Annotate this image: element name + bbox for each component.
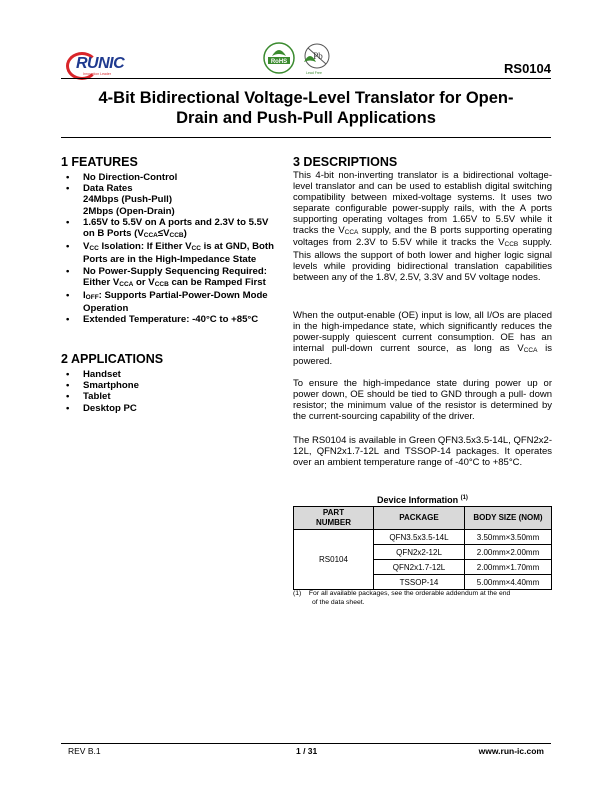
body-size-cell: 2.00mm×1.70mm (465, 560, 552, 575)
table-row (294, 530, 552, 545)
title-line-1: 4-Bit Bidirectional Voltage-Level Translator for Open- (98, 89, 514, 107)
list-item: • Tablet (66, 391, 284, 402)
part-number-cell: RS0104 (294, 530, 374, 590)
pb-label: Pb (313, 51, 323, 61)
header-divider (61, 78, 551, 79)
lead-free-label: Lead Free (306, 71, 322, 75)
features-list (66, 172, 284, 326)
applications-heading: 2 APPLICATIONS (61, 352, 164, 366)
list-item: • Data Rates 24Mbps (Push-Pull) 2Mbps (Open-Drain) (66, 183, 284, 217)
descriptions-heading: 3 DESCRIPTIONS (293, 155, 398, 169)
device-info-table (293, 506, 552, 590)
list-item: • $V_{CC}$ Isolation: If Either $V_{CC}$ is at GND, Both Ports are in the High-Impedance State (66, 241, 284, 265)
table-header-row (294, 507, 552, 530)
document-title (61, 88, 551, 128)
list-item: • No Power-Supply Sequencing Required: Either $V_{CCA}$ or $V_{CCB}$ can be Ramped First (66, 266, 284, 290)
logo-tagline: Innovation Leader (83, 72, 112, 76)
table-footnote: (1) For all available packages, see the orderable addendum at the end of the data sheet. (293, 590, 511, 606)
lead-free-icon (300, 42, 334, 72)
features-heading: 1 FEATURES (61, 155, 138, 169)
description-paragraph-3: To ensure the high-impedance state during power up or power down, OE should be tied to GND through a pull- down resistor; the minimum value of the resistor is determined by the current-sourcing capability of the driver. (293, 378, 552, 422)
rohs-label: RoHS (270, 58, 288, 65)
description-paragraph-4: The RS0104 is available in Green QFN3.5x3.5-14L, QFN2x2-12L, QFN2x1.7-12L and TSSOP-14 packages. It operates over an ambient temperature range of -40°C to +85°C. (293, 435, 552, 468)
list-item: • Desktop PC (66, 403, 284, 414)
list-item: • Smartphone (66, 380, 284, 391)
footer-page-number: 1 / 31 (296, 746, 318, 756)
list-item: • 1.65V to 5.5V on A ports and 2.3V to 5.5V on B Ports $(V_{CCA}\le V_{CCB})$ (66, 217, 284, 241)
description-paragraph-1: This 4-bit non-inverting translator is a bidirectional voltage-level translator and can be used to establish digital switching compatibility between mixed-voltage systems. It uses two separate configurable power-supply rails, with the A ports supporting operating voltages from 1.65V to 5.5V while it tracks the $V_{CCA}$ supply, and the B ports supporting operating voltages from 2.3V to 5.5V while it tracks the $V_{CCB}$ supply. This allows the support of both lower and higher logic signal levels while providing bidirectional translation capabilities between any of the 1.8V, 2.5V, 3.3V and 5V voltage nodes. (293, 170, 552, 284)
applications-list (66, 369, 284, 414)
list-item: • No Direction-Control (66, 172, 284, 183)
company-logo (66, 50, 138, 78)
device-table-title: Device Information $^{(1)}$ (377, 495, 468, 505)
package-cell: QFN3.5x3.5-14L (374, 530, 465, 545)
col-header-package: PACKAGE (374, 507, 465, 530)
package-cell: QFN2x2-12L (374, 545, 465, 560)
footer-website-link[interactable]: www.run-ic.com (478, 746, 544, 756)
title-line-2: Drain and Push-Pull Applications (176, 109, 436, 127)
package-cell: QFN2x1.7-12L (374, 560, 465, 575)
footer-revision: REV B.1 (68, 746, 101, 756)
body-size-cell: 5.00mm×4.40mm (465, 575, 552, 590)
col-header-part-number: PART NUMBER (294, 507, 374, 530)
body-size-cell: 2.00mm×2.00mm (465, 545, 552, 560)
list-item: • Extended Temperature: -40°C to +85°C (66, 314, 284, 325)
footer-divider (61, 743, 551, 744)
package-cell: TSSOP-14 (374, 575, 465, 590)
header-part-number: RS0104 (504, 61, 551, 76)
list-item: • Handset (66, 369, 284, 380)
lead-free-badge (300, 42, 334, 76)
list-item: • $I_{OFF}$: Supports Partial-Power-Down Mode Operation (66, 290, 284, 314)
description-paragraph-2: When the output-enable (OE) input is low, all I/Os are placed in the high-impedance state, which significantly reduces the power-supply quiescent current consumption. OE has an internal pull-down current source, as long as $V_{CCA}$ is powered. (293, 310, 552, 367)
rohs-badge-icon (263, 42, 295, 74)
body-size-cell: 3.50mm×3.50mm (465, 530, 552, 545)
title-divider (61, 137, 551, 138)
logo-text: RUNIC (76, 55, 125, 72)
col-header-body-size: BODY SIZE (NOM) (465, 507, 552, 530)
